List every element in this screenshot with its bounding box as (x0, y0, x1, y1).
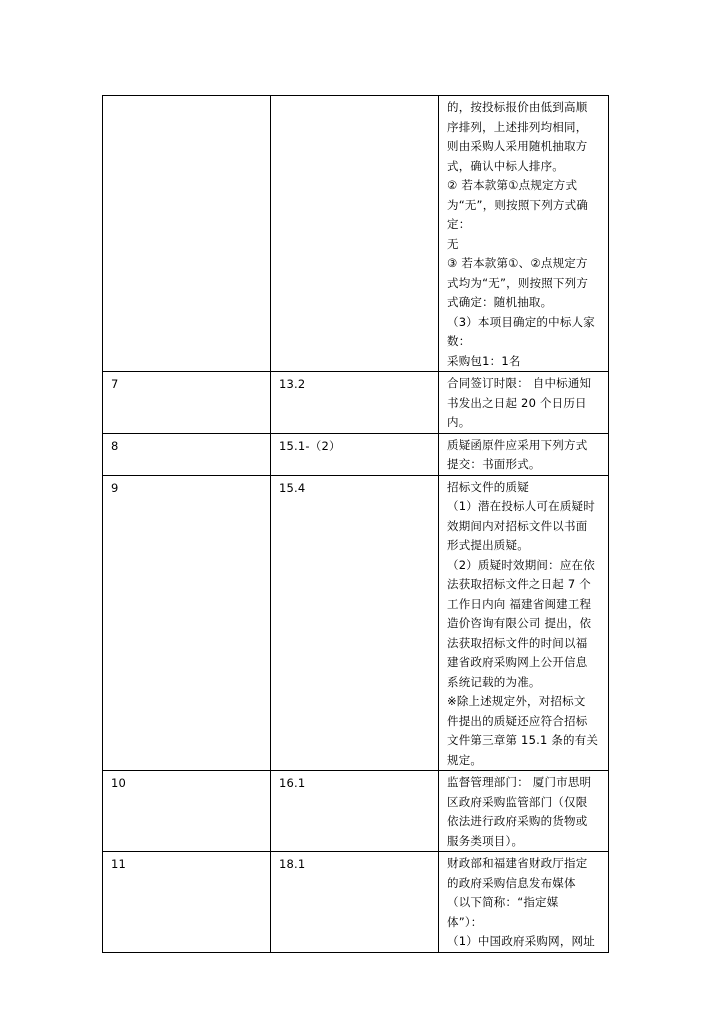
content-line: 法获取招标文件的时间以福 (447, 635, 588, 650)
content-line: 式均为“无”，则按照下列方 (447, 275, 589, 290)
content-cell (439, 433, 609, 475)
clause-number: 13.2 (279, 377, 306, 391)
content-line: 质疑函原件应采用下列方式 (447, 437, 588, 452)
content-cell (439, 771, 609, 852)
table-row (103, 852, 609, 953)
row-number: 11 (111, 857, 127, 871)
row-number: 8 (111, 438, 119, 453)
content-line: 无 (447, 236, 459, 251)
content-line: 招标文件的质疑 (447, 479, 529, 494)
content-line: 为“无”，则按照下列方式确 (447, 197, 589, 212)
content-line: 体”）： (447, 914, 483, 929)
row-number: 9 (111, 480, 119, 495)
content-line: 造价咨询有限公司 提出，依 (447, 616, 592, 630)
content-cell (439, 475, 609, 771)
row-number (111, 98, 270, 99)
content-line: 采购包1：1名 (447, 353, 521, 368)
table-row (103, 372, 609, 434)
content-line: 服务类项目）。 (447, 833, 524, 848)
clause-number: 18.1 (279, 857, 306, 871)
content-line: 数： (447, 334, 471, 348)
table-row (103, 475, 609, 771)
table-body (103, 96, 609, 953)
clause-number: 16.1 (279, 776, 306, 790)
content-line: 建省政府采购网上公开信息 (447, 655, 588, 669)
content-line: 系统记载的为准。 (447, 674, 541, 689)
clause-cell (271, 852, 439, 953)
content-line: ③ 若本款第①、②点规定方 (447, 256, 588, 270)
content-line: 的，按投标报价由低到高顺 (447, 100, 588, 114)
content-line: 式确定：随机抽取。 (447, 295, 553, 309)
row-number-cell (103, 96, 271, 372)
content-line: （1）潜在投标人可在质疑时 (447, 499, 595, 513)
clause-cell (271, 372, 439, 434)
content-line: 提交：书面形式。 (447, 457, 541, 471)
row-number-cell (103, 475, 271, 771)
content-cell (439, 372, 609, 434)
content-line: 的政府采购信息发布媒体 (447, 875, 576, 890)
content-line: （3）本项目确定的中标人家 (447, 314, 595, 329)
clause-cell (271, 475, 439, 771)
content-line: （2）质疑时效期间：应在依 (447, 557, 595, 572)
clause-cell (271, 433, 439, 475)
content-line: （1）中国政府采购网，网址 (447, 934, 595, 948)
content-line: （以下简称：“指定媒 (447, 895, 559, 909)
content-line: 内。 (447, 415, 471, 429)
clause-number: 15.1-（2） (279, 438, 341, 453)
content-line: ② 若本款第①点规定方式 (447, 178, 578, 192)
content-line: 书发出之日起 20 个日历日 (447, 395, 587, 410)
content-line: 监督管理部门： 厦门市思明 (447, 775, 592, 789)
content-cell (439, 852, 609, 953)
content-line: 式，确认中标人排序。 (447, 158, 564, 173)
table-row (103, 96, 609, 372)
row-number-cell (103, 771, 271, 852)
clause-number: 15.4 (279, 480, 306, 495)
content-line: 文件第三章第 15.1 条的有关 (447, 733, 599, 747)
content-line: 法获取招标文件之日起 7 个 (447, 577, 591, 591)
clause-cell (271, 96, 439, 372)
row-number: 7 (111, 377, 119, 391)
content-line: 规定。 (447, 752, 483, 767)
content-line: 件提出的质疑还应符合招标 (447, 713, 588, 728)
content-cell (439, 96, 609, 372)
content-line: 序排列，上述排列均相同， (447, 119, 588, 134)
content-line: 区政府采购监管部门（仅限 (447, 794, 588, 809)
clause-number (279, 98, 438, 99)
row-number-cell (103, 372, 271, 434)
row-number: 10 (111, 776, 127, 790)
content-line: 财政部和福建省财政厅指定 (447, 856, 588, 870)
procurement-table (102, 95, 609, 953)
content-line: 工作日内向 福建省闽建工程 (447, 596, 592, 611)
table-row (103, 771, 609, 852)
content-line: ※除上述规定外，对招标文 (447, 694, 586, 708)
row-number-cell (103, 433, 271, 475)
table-row (103, 433, 609, 475)
content-line: 依法进行政府采购的货物或 (447, 814, 588, 828)
content-line: 形式提出质疑。 (447, 538, 529, 552)
clause-cell (271, 771, 439, 852)
row-number-cell (103, 852, 271, 953)
content-line: 合同签订时限： 自中标通知 (447, 376, 592, 390)
content-line: 定： (447, 217, 471, 231)
content-line: 效期间内对招标文件以书面 (447, 518, 588, 533)
content-line: 则由采购人采用随机抽取方 (447, 139, 588, 153)
